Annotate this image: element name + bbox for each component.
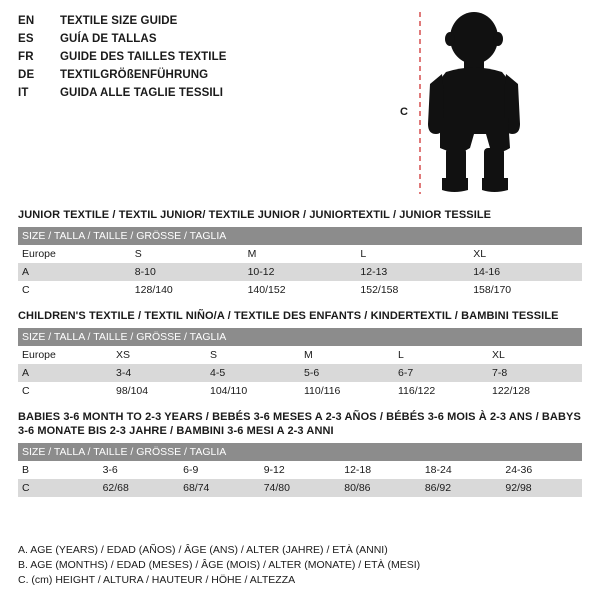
cell: 122/128: [488, 382, 582, 400]
cell: S: [206, 346, 300, 364]
legend-line: C. (cm) HEIGHT / ALTURA / HAUTEUR / HÖHE / ALTEZZA: [18, 574, 296, 586]
cell: 92/98: [501, 479, 582, 497]
row-label: B: [18, 461, 99, 479]
language-code: EN: [18, 15, 35, 27]
cell: 6-9: [179, 461, 260, 479]
cell: 14-16: [469, 263, 582, 281]
language-title: GUÍA DE TALLAS: [60, 33, 157, 45]
row-label: Europe: [18, 346, 112, 364]
cell: 10-12: [244, 263, 357, 281]
cell: M: [300, 346, 394, 364]
babies-size-table: [18, 443, 582, 497]
cell: L: [394, 346, 488, 364]
cell: 158/170: [469, 281, 582, 299]
cell: 116/122: [394, 382, 488, 400]
language-row: [18, 14, 348, 29]
table-row: [18, 461, 582, 479]
language-code: ES: [18, 33, 34, 45]
language-row: [18, 32, 348, 47]
table-header-row: [18, 328, 582, 346]
cell: 128/140: [131, 281, 244, 299]
language-row: [18, 68, 348, 83]
table-header-row: [18, 443, 582, 461]
cell: 86/92: [421, 479, 502, 497]
cell: XL: [469, 245, 582, 263]
table-row: [18, 263, 582, 281]
table-header-row: [18, 227, 582, 245]
row-label: A: [18, 364, 112, 382]
language-row: [18, 86, 348, 101]
section-title: BABIES 3-6 MONTH TO 2-3 YEARS / BEBÉS 3-6 MESES A 2-3 AÑOS / BÉBÉS 3-6 MOIS À 2-3 ANS / BABYS 3-6 MONATE BIS 2-3 JAHRE / BAMBINI 3-6 MESI A 2-3 ANNI: [18, 411, 581, 437]
legend: [18, 543, 420, 588]
children-size-table: [18, 328, 582, 400]
cell: 12-18: [340, 461, 421, 479]
cell: 9-12: [260, 461, 341, 479]
language-code: IT: [18, 87, 29, 99]
cell: 4-5: [206, 364, 300, 382]
language-title: GUIDE DES TAILLES TEXTILE: [60, 51, 227, 63]
cell: M: [244, 245, 357, 263]
cell: 152/158: [356, 281, 469, 299]
language-row: [18, 50, 348, 65]
table-row: [18, 364, 582, 382]
table-row: [18, 382, 582, 400]
cell: 62/68: [99, 479, 180, 497]
table-header-label: SIZE / TALLA / TAILLE / GRÖSSE / TAGLIA: [18, 227, 582, 245]
height-measure-label: C: [400, 106, 408, 118]
section-title: CHILDREN'S TEXTILE / TEXTIL NIÑO/A / TEXTILE DES ENFANTS / KINDERTEXTIL / BAMBINI TESSILE: [18, 310, 559, 322]
table-row: [18, 281, 582, 299]
cell: 24-36: [501, 461, 582, 479]
language-title: TEXTILE SIZE GUIDE: [60, 15, 178, 27]
cell: 3-6: [99, 461, 180, 479]
cell: 12-13: [356, 263, 469, 281]
language-code: FR: [18, 51, 34, 63]
table-row: [18, 479, 582, 497]
cell: 18-24: [421, 461, 502, 479]
table-row: [18, 245, 582, 263]
legend-line: A. AGE (YEARS) / EDAD (AÑOS) / ÂGE (ANS) / ALTER (JAHRE) / ETÀ (ANNI): [18, 544, 388, 556]
language-header: [18, 14, 348, 101]
row-label: C: [18, 382, 112, 400]
legend-line: B. AGE (MONTHS) / EDAD (MESES) / ÂGE (MOIS) / ALTER (MONATE) / ETÀ (MESI): [18, 559, 421, 571]
child-silhouette-icon: [398, 8, 578, 198]
section-junior-textile: [18, 208, 582, 299]
cell: 98/104: [112, 382, 206, 400]
table-header-label: SIZE / TALLA / TAILLE / GRÖSSE / TAGLIA: [18, 443, 582, 461]
cell: 8-10: [131, 263, 244, 281]
cell: 68/74: [179, 479, 260, 497]
table-header-label: SIZE / TALLA / TAILLE / GRÖSSE / TAGLIA: [18, 328, 582, 346]
language-title: GUIDA ALLE TAGLIE TESSILI: [60, 87, 224, 99]
cell: 80/86: [340, 479, 421, 497]
table-row: [18, 346, 582, 364]
row-label: C: [18, 281, 131, 299]
size-tables: [18, 208, 582, 507]
junior-size-table: [18, 227, 582, 299]
child-silhouette-figure: [398, 8, 578, 198]
row-label: C: [18, 479, 99, 497]
cell: L: [356, 245, 469, 263]
section-title: JUNIOR TEXTILE / TEXTIL JUNIOR/ TEXTILE JUNIOR / JUNIORTEXTIL / JUNIOR TESSILE: [18, 209, 492, 221]
row-label: A: [18, 263, 131, 281]
cell: XS: [112, 346, 206, 364]
cell: 3-4: [112, 364, 206, 382]
section-childrens-textile: [18, 309, 582, 400]
cell: XL: [488, 346, 582, 364]
language-title: TEXTILGRÖßENFÜHRUNG: [60, 69, 209, 81]
cell: 104/110: [206, 382, 300, 400]
cell: 7-8: [488, 364, 582, 382]
language-code: DE: [18, 69, 35, 81]
row-label: Europe: [18, 245, 131, 263]
section-babies-textile: [18, 410, 582, 497]
cell: 5-6: [300, 364, 394, 382]
cell: S: [131, 245, 244, 263]
cell: 110/116: [300, 382, 394, 400]
cell: 6-7: [394, 364, 488, 382]
cell: 74/80: [260, 479, 341, 497]
cell: 140/152: [244, 281, 357, 299]
